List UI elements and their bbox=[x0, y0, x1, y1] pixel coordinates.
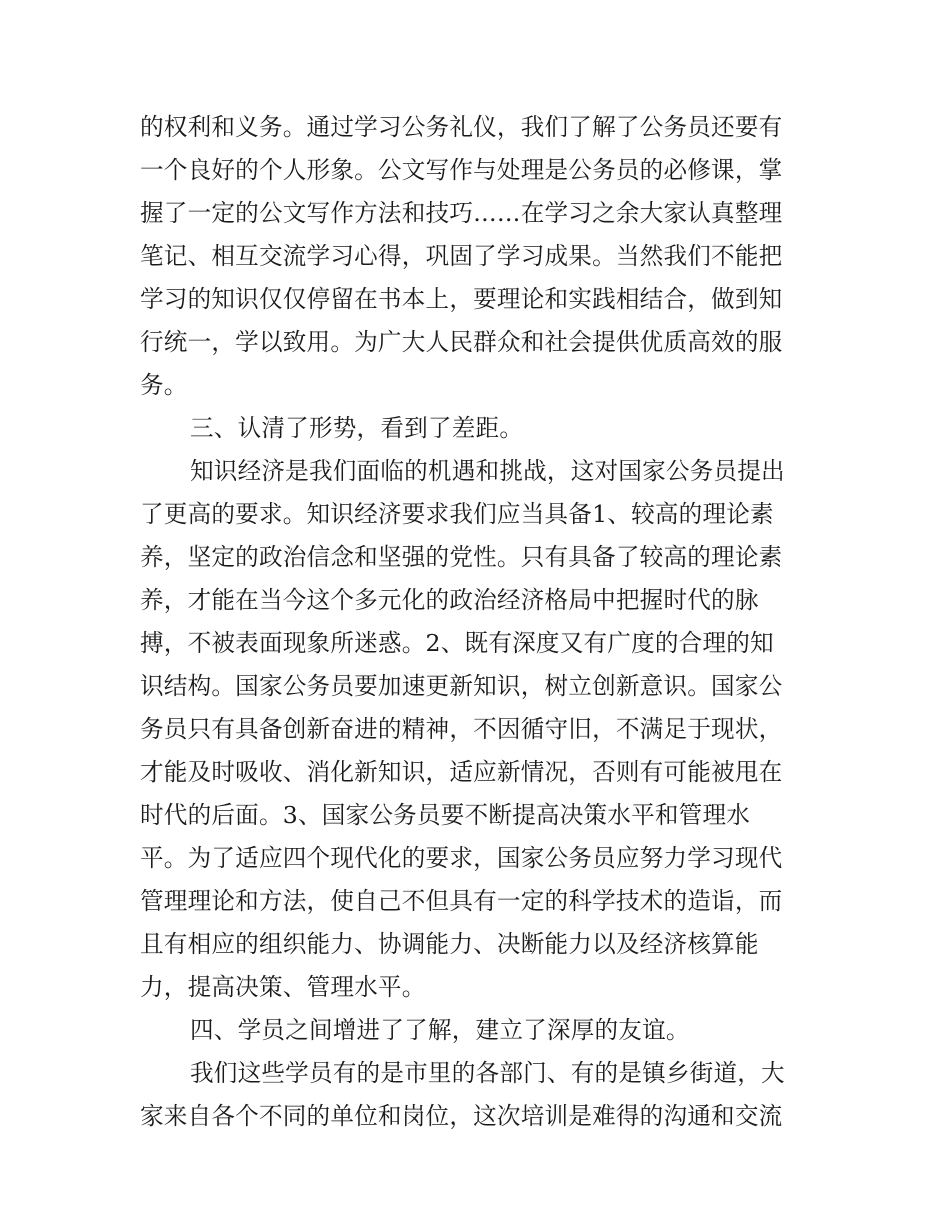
section-heading: 三、认清了形势，看到了差距。 bbox=[190, 414, 524, 442]
text-line: 搏，不被表面现象所迷惑。2、既有深度又有广度的合理的知 bbox=[140, 629, 774, 657]
text-line: 我们这些学员有的是市里的各部门、有的是镇乡街道，大 bbox=[190, 1059, 785, 1087]
text-line: 握了一定的公文写作方法和技巧……在学习之余大家认真整理 bbox=[140, 199, 783, 227]
text-line: 且有相应的组织能力、协调能力、决断能力以及经济核算能 bbox=[140, 930, 759, 958]
text-line: 笔记、相互交流学习心得，巩固了学习成果。当然我们不能把 bbox=[140, 242, 783, 270]
text-line: 才能及时吸收、消化新知识，适应新情况，否则有可能被甩在 bbox=[140, 758, 783, 786]
text-line: 时代的后面。3、国家公务员要不断提高决策水平和管理水 bbox=[140, 801, 751, 829]
text-line: 养，才能在当今这个多元化的政治经济格局中把握时代的脉 bbox=[140, 586, 759, 614]
text-line: 知识经济是我们面临的机遇和挑战，这对国家公务员提出 bbox=[190, 457, 785, 485]
text-line: 管理理论和方法，使自己不但具有一定的科学技术的造诣，而 bbox=[140, 887, 783, 915]
text-line: 平。为了适应四个现代化的要求，国家公务员应努力学习现代 bbox=[140, 844, 783, 872]
text-line: 的权利和义务。通过学习公务礼仪，我们了解了公务员还要有 bbox=[140, 113, 783, 141]
text-line: 家来自各个不同的单位和岗位，这次培训是难得的沟通和交流 bbox=[140, 1102, 783, 1130]
text-line: 养，坚定的政治信念和坚强的党性。只有具备了较高的理论素 bbox=[140, 543, 783, 571]
text-line: 力，提高决策、管理水平。 bbox=[140, 973, 426, 1001]
text-line: 务。 bbox=[140, 371, 188, 399]
text-line: 学习的知识仅仅停留在书本上，要理论和实践相结合，做到知 bbox=[140, 285, 783, 313]
text-line: 识结构。国家公务员要加速更新知识，树立创新意识。国家公 bbox=[140, 672, 783, 700]
text-line: 务员只有具备创新奋进的精神，不因循守旧，不满足于现状， bbox=[140, 715, 783, 743]
text-line: 行统一，学以致用。为广大人民群众和社会提供优质高效的服 bbox=[140, 328, 783, 356]
text-line: 了更高的要求。知识经济要求我们应当具备1、较高的理论素 bbox=[140, 500, 774, 528]
section-heading: 四、学员之间增进了了解，建立了深厚的友谊。 bbox=[190, 1016, 690, 1044]
text-line: 一个良好的个人形象。公文写作与处理是公务员的必修课，掌 bbox=[140, 156, 783, 184]
